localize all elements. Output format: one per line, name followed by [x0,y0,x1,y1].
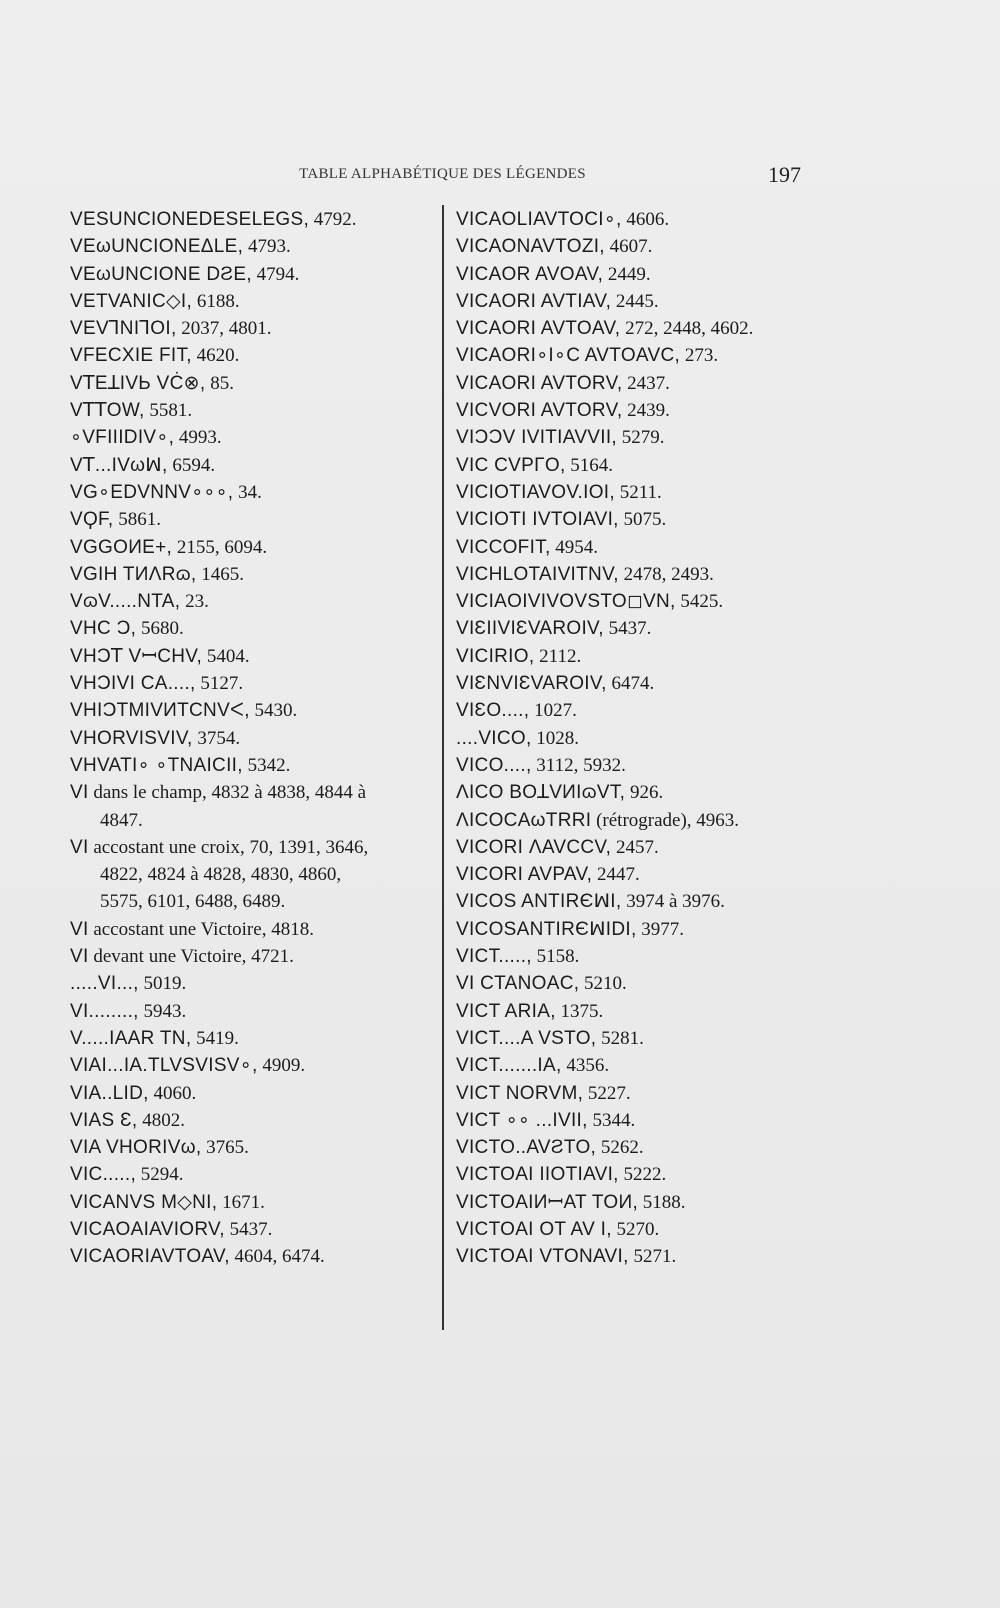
legend-entry [456,452,808,479]
legend-entry [456,424,808,451]
legend-reference: 4356. [561,1055,610,1077]
legend-entry [456,697,808,724]
legend-reference: 5271. [628,1246,677,1268]
legend-entry [456,888,808,915]
legend-text: VESUNCIONEDESELEGS, [70,209,310,230]
legend-reference: 3754. [192,727,241,749]
legend-reference: 5019. [138,973,187,995]
legend-entry [70,670,434,697]
legend-text: VHƆIVI CA...., [70,673,196,695]
legend-text: VICTOAI OT AV I, [456,1218,612,1240]
legend-entry [456,1025,808,1052]
legend-text: VHORVISVIV, [70,727,193,749]
legend-entry [70,342,434,369]
legend-text: VICANVS M◇NI, [70,1191,218,1213]
legend-reference: 5188. [638,1191,686,1213]
legend-text: VICTOAI VTONAVI, [456,1246,629,1268]
legend-text: VIC CVPΓO, [456,454,566,476]
legend-text: VICT....A VSTO, [456,1027,597,1049]
legend-entry [70,561,434,588]
legend-entry [70,288,434,315]
legend-reference: 272, 2448, 4602. [620,318,754,340]
legend-entry [70,1025,434,1052]
legend-entry [456,1080,808,1107]
legend-entry [456,206,808,233]
legend-entry [456,261,808,288]
legend-reference: 5158. [531,946,580,968]
legend-reference: 1465. [196,563,244,585]
legend-reference: 2478, 2493. [618,563,714,585]
legend-text: VIA..LID, [70,1082,149,1104]
legend-text: VϘF, [70,509,114,531]
legend-entry [456,370,808,397]
legend-entry [70,1080,434,1107]
legend-text: ΛICOCAωTRRI [456,809,592,831]
legend-reference: 23. [180,591,209,613]
legend-reference: 5581. [144,400,193,422]
legend-entry [456,233,808,260]
legend-reference: 4606. [621,209,670,230]
legend-text: VEVꓶNIꓶOI, [70,318,177,340]
right-column [456,206,808,1271]
legend-reference: 1375. [555,1000,604,1022]
legend-reference: 4993. [174,427,222,449]
legend-text: VICT ∘∘ ...IVII, [456,1109,588,1131]
legend-entry [456,725,808,752]
legend-text: VI [70,918,89,940]
legend-entry [70,779,434,834]
legend-entry [70,970,434,997]
legend-text: VHVATI∘ ∘TNAICII, [70,754,243,776]
legend-reference: 4620. [191,345,240,367]
legend-reference: 5211. [614,481,662,503]
legend-text: VICVORI AVTORV, [456,400,623,422]
legend-reference: 4060. [148,1082,197,1104]
legend-reference: 1027. [529,700,577,722]
legend-text: VICAOAIAVIORV, [70,1218,225,1240]
legend-entry [70,1107,434,1134]
legend-reference: 4794. [251,263,300,285]
legend-entry [70,261,434,288]
legend-entry [70,615,434,642]
legend-entry [456,561,808,588]
legend-entry [456,506,808,533]
legend-entry [70,534,434,561]
legend-text: VEωUNCIONEΔLE, [70,236,244,258]
legend-text: VICIOTIAVOV.IOI, [456,481,615,503]
legend-reference: 4954. [550,536,599,558]
legend-reference: 5222. [618,1164,667,1186]
legend-entry [456,534,808,561]
legend-text: VICTOAI IIOTIAVI, [456,1164,619,1186]
legend-entry [456,1216,808,1243]
column-divider [442,205,444,1330]
legend-reference: 2445. [611,290,659,312]
legend-reference: 4607. [604,236,653,258]
legend-reference: 3977. [636,918,685,940]
legend-reference: 85. [205,372,234,394]
legend-text: ....VICO, [456,727,532,749]
legend-text: VICORI AVPAV, [456,864,593,886]
legend-text: VI [70,836,89,858]
legend-text: VICOSANTIRЄꟽIDI, [456,918,637,940]
legend-entry [70,916,434,943]
legend-reference: 4604, 6474. [229,1246,325,1268]
legend-text: VFECXIE FIT, [70,345,192,367]
legend-entry [70,834,434,916]
legend-text: VIAS Ɛ, [70,1109,138,1131]
legend-text: VIAI...IA.TLVSVISV∘, [70,1055,258,1077]
legend-entry [456,943,808,970]
legend-text: Vꓔ...IVωꟽ, [70,454,168,476]
legend-reference: 5425. [675,591,724,613]
legend-reference: 5419. [191,1027,239,1049]
legend-entry [70,1189,434,1216]
legend-entry [456,615,808,642]
legend-entry [70,1216,434,1243]
legend-reference: 5270. [611,1218,660,1240]
legend-entry [70,479,434,506]
legend-entry [70,998,434,1025]
legend-text: VICIOTI IVTOIAVI, [456,509,619,531]
legend-reference: 273. [680,345,719,367]
page-number: 197 [768,162,801,187]
legend-reference: 926. [625,782,664,804]
legend-reference-continuation: 4847. [100,809,143,831]
legend-entry [456,288,808,315]
legend-entry [456,1134,808,1161]
legend-reference: 5262. [596,1137,644,1159]
legend-reference: 5127. [195,673,244,695]
legend-text: VICTO..AVƧTO, [456,1137,597,1159]
legend-text: VGIH TИΛRɷ, [70,563,197,585]
legend-text: VICAOLIAVTOCI∘, [456,209,622,230]
legend-reference: 5437. [603,618,652,640]
legend-entry [70,697,434,724]
legend-reference: 3974 à 3976. [621,891,725,913]
legend-entry [70,1052,434,1079]
legend-reference: accostant une croix, 70, 1391, 3646, [88,836,369,858]
legend-text: VGGOИE+, [70,536,173,558]
legend-text: VICAORI AVTIAV, [456,290,612,312]
legend-entry [456,916,808,943]
legend-entry [456,1243,808,1270]
legend-entry [456,670,808,697]
legend-reference: devant une Victoire, 4721. [88,946,294,968]
legend-reference: 2449. [603,263,651,285]
legend-reference: 5861. [113,509,161,531]
legend-entry [456,970,808,997]
legend-text: VICO...., [456,754,532,776]
legend-text: VICOS ANTIRЄꟽI, [456,891,622,913]
legend-text: VHC Ɔ, [70,618,137,640]
legend-reference: 5281. [596,1027,644,1049]
legend-text: VICT NORVM, [456,1082,584,1104]
legend-text: VICIRIO, [456,645,535,667]
legend-text: V.....IAAR TN, [70,1027,192,1049]
legend-reference: 1671. [217,1191,265,1213]
legend-reference: 5227. [583,1082,631,1104]
legend-text: VICAORI AVTOAV, [456,318,621,340]
legend-entry [456,807,808,834]
legend-entry [456,479,808,506]
legend-text: VɷV.....NTA, [70,591,181,613]
legend-text: VICAORIAVTOAV, [70,1246,230,1268]
legend-reference: 4793. [243,236,291,258]
legend-reference: 5404. [202,645,250,667]
legend-reference: 2155, 6094. [172,536,268,558]
legend-entry [70,943,434,970]
legend-entry [456,834,808,861]
legend-entry [70,370,434,397]
legend-entry [456,588,808,615]
legend-text: VEωUNCIONE DƧE, [70,263,252,285]
legend-reference: 5437. [224,1218,273,1240]
legend-text: VICHLOTAIVITNV, [456,563,619,585]
legend-text: VꓔꓔOW, [70,400,145,422]
legend-text: VIƐO...., [456,700,530,722]
legend-entry [456,342,808,369]
legend-reference: 1028. [531,727,580,749]
legend-entry [70,506,434,533]
legend-entry [456,861,808,888]
legend-text: VIA VHORIVω, [70,1137,202,1159]
legend-reference: 5342. [242,754,291,776]
legend-reference: 4792. [309,209,357,230]
legend-entry [456,998,808,1025]
legend-text: VICIAOIVIVOVSTO◻VN, [456,591,676,613]
legend-reference: 5943. [138,1000,187,1022]
legend-reference: 2457. [611,836,659,858]
legend-reference: 3112, 5932. [531,754,626,776]
legend-text: VHƆꓔ VꟷCHV, [70,645,203,667]
legend-entry [70,315,434,342]
legend-text: .....VI..., [70,973,139,995]
legend-entry [70,588,434,615]
legend-reference: 5164. [565,454,614,476]
legend-text: VI [70,946,89,968]
running-title: TABLE ALPHABÉTIQUE DES LÉGENDES [299,166,586,182]
legend-text: VIƐNVIƐVAROIV, [456,673,607,695]
legend-entry [70,643,434,670]
legend-reference: 5210. [579,973,627,995]
legend-reference: 6188. [192,290,240,312]
legend-text: VICTOAIИꟷAT TOИ, [456,1191,639,1213]
legend-entry [70,1134,434,1161]
legend-entry [70,233,434,260]
legend-reference: 6594. [167,454,216,476]
legend-text: VICAORI∘I∘C AVTOAVC, [456,345,681,367]
legend-reference-continuation: 4822, 4824 à 4828, 4830, 4860, [100,864,342,886]
legend-text: VI CTANOAC, [456,973,580,995]
legend-reference: 5680. [136,618,184,640]
legend-text: VG∘EDVNNV∘∘∘, [70,481,234,503]
legend-reference: 5075. [618,509,667,531]
legend-reference: 2112. [534,645,582,667]
legend-reference: 2037, 4801. [176,318,272,340]
legend-entry [70,1243,434,1270]
legend-text: VHIƆTMIVИTCNVᐸ, [70,700,250,722]
legend-reference: 3765. [201,1137,249,1159]
legend-text: ∘VFIIIDIV∘, [70,427,175,449]
legend-reference: 5279. [617,427,665,449]
legend-text: VI........, [70,1000,139,1022]
legend-text: VETVANIC◇I, [70,290,193,312]
legend-entry [70,424,434,451]
legend-reference: (rétrograde), 4963. [591,809,740,831]
legend-entry [70,206,434,233]
legend-entry [70,1161,434,1188]
legend-text: VIC....., [70,1164,137,1186]
legend-entry [456,1107,808,1134]
legend-reference: 34. [233,481,262,503]
legend-reference: 2439. [622,400,670,422]
legend-text: VICT....., [456,946,532,968]
legend-reference: dans le champ, 4832 à 4838, 4844 à [88,782,367,804]
legend-text: VIƐIIVIƐVAROIV, [456,618,604,640]
legend-text: VICORI ΛAVCCV, [456,836,612,858]
legend-text: ΛICO BOꓕVИIɷVT, [456,782,626,804]
legend-text: VICAORI AVTORV, [456,372,623,394]
legend-entry [456,315,808,342]
legend-reference: accostant une Victoire, 4818. [88,918,314,940]
legend-reference: 5430. [249,700,298,722]
legend-text: VICCOFIT, [456,536,551,558]
legend-text: VꓔEꓕIVЬ VĊ⊗, [70,372,206,394]
legend-reference: 6474. [606,673,655,695]
legend-reference-continuation: 5575, 6101, 6488, 6489. [100,891,286,913]
legend-entry [456,779,808,806]
legend-text: VICT.......IA, [456,1055,562,1077]
legend-reference: 2437. [622,372,670,394]
legend-entry [456,1052,808,1079]
legend-text: VICAOR AVOAV, [456,263,604,285]
legend-text: VICAONAVTOZI, [456,236,605,258]
left-column [70,206,434,1271]
legend-reference: 5294. [136,1164,184,1186]
legend-reference: 4909. [257,1055,306,1077]
legend-text: VICT ARIA, [456,1000,556,1022]
legend-reference: 4802. [137,1109,185,1131]
legend-entry [70,452,434,479]
legend-entry [70,397,434,424]
legend-reference: 5344. [587,1109,636,1131]
legend-reference: 2447. [592,864,640,886]
legend-entry [456,397,808,424]
legend-text: VI [70,782,89,804]
legend-entry [456,1189,808,1216]
legend-entry [456,1161,808,1188]
legend-entry [70,725,434,752]
legend-entry [456,752,808,779]
legend-entry [70,752,434,779]
legend-text: VIƆƆV IVITIAVVII, [456,427,618,449]
legend-entry [456,643,808,670]
